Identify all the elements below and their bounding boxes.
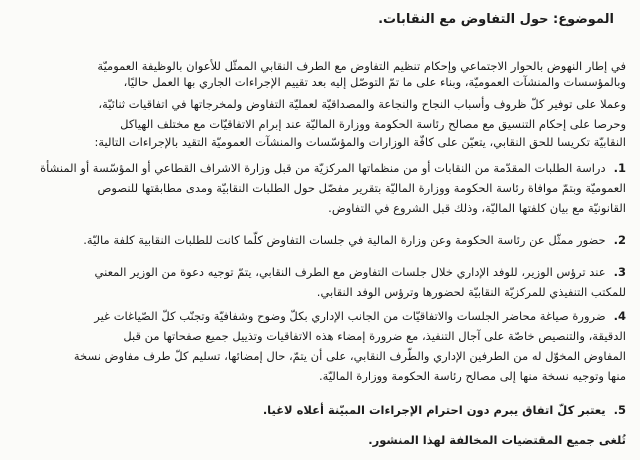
intro-line: وبالمؤسسات والمنشآت العموميّة، وبناء على ما تمّ التوصّل إليه بعد تقييم الإجراءات الجاري بها العمل حاليًا، — [123, 75, 626, 89]
item-text: ضرورة صياغة محاضر الجلسات والاتفاقيّات من الجانب الإداري بكلّ وضوح وشفافيّة وتجنّب كلّ الصّياغات غير — [94, 309, 606, 323]
list-item-5 — [263, 402, 626, 418]
item-text: دراسة الطلبات المقدّمة من النقابات أو من منظماتها المركزيّة من قبل وزارة الاشراف القطاعي أو المؤسّسة أو المنشأة — [40, 161, 606, 175]
intro-line: وعملا على توفير كلّ ظروف وأسباب النجاح والنجاعة والمصداقيّة لعمليّة التفاوض ولمخرجاتها في اتفاقيات ثنائيّة، — [98, 97, 626, 111]
list-item-2 — [83, 232, 626, 248]
closing-line: تُلغى جميع المقتضيات المخالفة لهذا المنشور. — [368, 433, 626, 447]
item-number: 5. — [613, 403, 626, 417]
item-number: 4. — [613, 309, 626, 323]
list-item-1-line: العموميّة وبتمّ موافاة رئاسة الحكومة ووزارة الماليّة بتقرير مفصّل حول الطلبات النقابيّة ومدى مطابقتها للنصوص — [97, 181, 626, 195]
intro-line: النقابيّة تكريسا للحق النقابي، يتعيّن على كافّة الوزارات والمؤسّسات والمنشآت العموميّة التقيد بالإجراءات التالية: — [94, 135, 626, 149]
list-item-4-line: منها وتوجيه نسخة منها إلى مصالح رئاسة الحكومة ووزارة الماليّة. — [319, 369, 626, 383]
list-item-3 — [95, 264, 626, 280]
list-item-4 — [94, 308, 626, 324]
item-text: يعتبر كلّ اتفاق يبرم دون احترام الإجراءات المبيّنة أعلاه لاغيا. — [262, 403, 606, 417]
item-number: 2. — [613, 233, 626, 247]
list-item-1-line: القانونيّة مع بيان كلفتها الماليّة، وذلك قبل الشروع في التفاوض. — [328, 201, 626, 215]
subject-line: الموضوع: حول التفاوض مع النقابات. — [378, 12, 614, 27]
item-number: 3. — [613, 265, 626, 279]
list-item-1 — [40, 160, 626, 176]
item-number: 1. — [613, 161, 626, 175]
intro-line: في إطار النهوض بالحوار الاجتماعي وإحكام تنظيم التفاوض مع الطرف النقابي الممثّل للأعوان بالوظيفة العموميّة — [97, 59, 626, 73]
list-item-4-line: الدقيقة، والتنصيص خاصّة على آجال التنفيذ، مع ضرورة إمضاء هذه الاتفاقيات وتذييل جميع صفحاتها من قبل — [123, 329, 626, 343]
list-item-4-line: المفاوض المخوّل له من الطرفين الإداري والطّرف النقابي، على أن يتمّ، حال إمضائها، تسليم كلّ طرف مفاوض نسخة — [73, 349, 626, 363]
list-item-3-line: للمكتب التنفيذي للمركزيّة النقابيّة لحضورها وترؤس الوفد النقابي. — [316, 285, 626, 299]
item-text: عند ترؤس الوزير، للوفد الإداري خلال جلسات التفاوض مع الطرف النقابي، يتمّ توجيه دعوة من الوزير المعني — [94, 265, 606, 279]
item-text: حضور ممثّل عن رئاسة الحكومة وعن وزارة المالية في جلسات التفاوض كلّما كانت للطلبات النقابية كلفة ماليّة. — [83, 233, 606, 247]
intro-line: وحرصا على إحكام التنسيق مع مصالح رئاسة الحكومة ووزارة الماليّة عند إبرام الاتفاقيّات مع مختلف الهياكل — [120, 117, 626, 131]
